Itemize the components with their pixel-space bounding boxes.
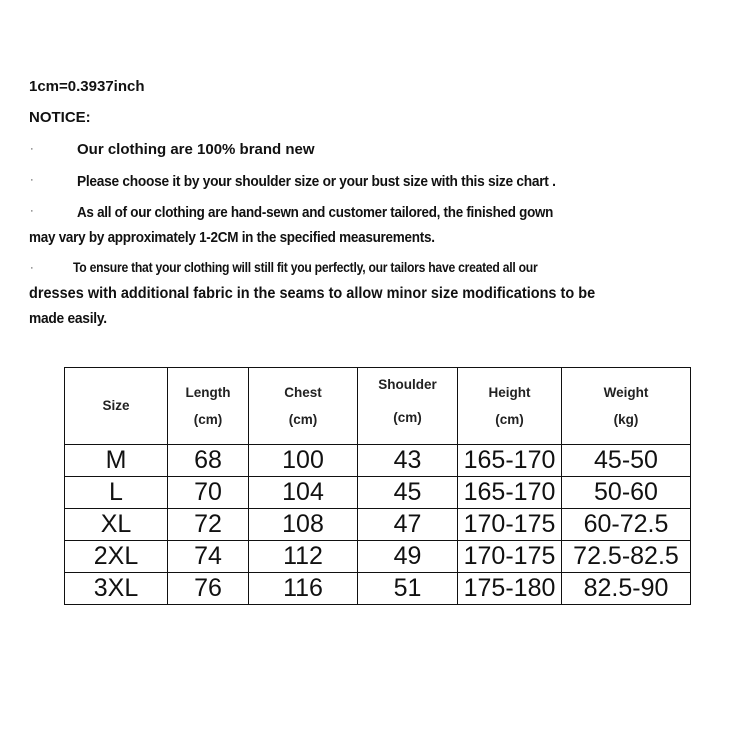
cell-size: 2XL [65, 541, 168, 573]
notice-bullet-seams-cont2: made easily. [29, 310, 107, 327]
cell-size: 3XL [65, 573, 168, 605]
column-header-chest: Chest (cm) [249, 368, 358, 445]
cell-weight: 82.5-90 [562, 573, 691, 605]
column-header-length: Length (cm) [168, 368, 249, 445]
cell-shoulder: 49 [358, 541, 458, 573]
notice-bullet-seams-cont: dresses with additional fabric in the seams to allow minor size modifications to be [29, 285, 596, 302]
notice-bullet-brand-new: Our clothing are 100% brand new [77, 141, 315, 158]
cell-chest: 104 [249, 477, 358, 509]
bullet-marker: · [30, 262, 34, 274]
cell-shoulder: 51 [358, 573, 458, 605]
cell-weight: 72.5-82.5 [562, 541, 691, 573]
table-row [65, 477, 691, 509]
table-row [65, 509, 691, 541]
cell-size: L [65, 477, 168, 509]
cell-chest: 116 [249, 573, 358, 605]
column-header-size: Size [65, 368, 168, 445]
column-header-height: Height (cm) [458, 368, 562, 445]
cell-length: 72 [168, 509, 249, 541]
cell-weight: 45-50 [562, 445, 691, 477]
table-header-row [65, 368, 691, 445]
notice-bullet-hand-sewn: As all of our clothing are hand-sewn and customer tailored, the finished gown [77, 204, 554, 221]
cell-size: M [65, 445, 168, 477]
bullet-marker: · [30, 174, 34, 186]
unit-conversion: 1cm=0.3937inch [29, 78, 145, 95]
notice-heading: NOTICE: [29, 109, 91, 126]
cell-chest: 112 [249, 541, 358, 573]
cell-length: 74 [168, 541, 249, 573]
cell-weight: 50-60 [562, 477, 691, 509]
notice-bullet-choose-size: Please choose it by your shoulder size or your bust size with this size chart . [77, 173, 556, 190]
cell-length: 70 [168, 477, 249, 509]
size-chart-table [64, 367, 691, 605]
table-row [65, 541, 691, 573]
bullet-marker: · [30, 143, 34, 155]
cell-size: XL [65, 509, 168, 541]
cell-shoulder: 47 [358, 509, 458, 541]
cell-length: 76 [168, 573, 249, 605]
notice-bullet-hand-sewn-cont: may vary by approximately 1-2CM in the specified measurements. [29, 229, 435, 246]
cell-shoulder: 45 [358, 477, 458, 509]
table-row [65, 445, 691, 477]
cell-height: 170-175 [458, 541, 562, 573]
table-row [65, 573, 691, 605]
cell-chest: 108 [249, 509, 358, 541]
cell-height: 165-170 [458, 477, 562, 509]
cell-height: 165-170 [458, 445, 562, 477]
notice-bullet-seams: To ensure that your clothing will still fit you perfectly, our tailors have created all our [73, 259, 538, 275]
cell-height: 175-180 [458, 573, 562, 605]
cell-shoulder: 43 [358, 445, 458, 477]
column-header-weight: Weight (kg) [562, 368, 691, 445]
cell-chest: 100 [249, 445, 358, 477]
cell-weight: 60-72.5 [562, 509, 691, 541]
cell-height: 170-175 [458, 509, 562, 541]
bullet-marker: · [30, 205, 34, 217]
column-header-shoulder: Shoulder (cm) [358, 368, 458, 445]
cell-length: 68 [168, 445, 249, 477]
